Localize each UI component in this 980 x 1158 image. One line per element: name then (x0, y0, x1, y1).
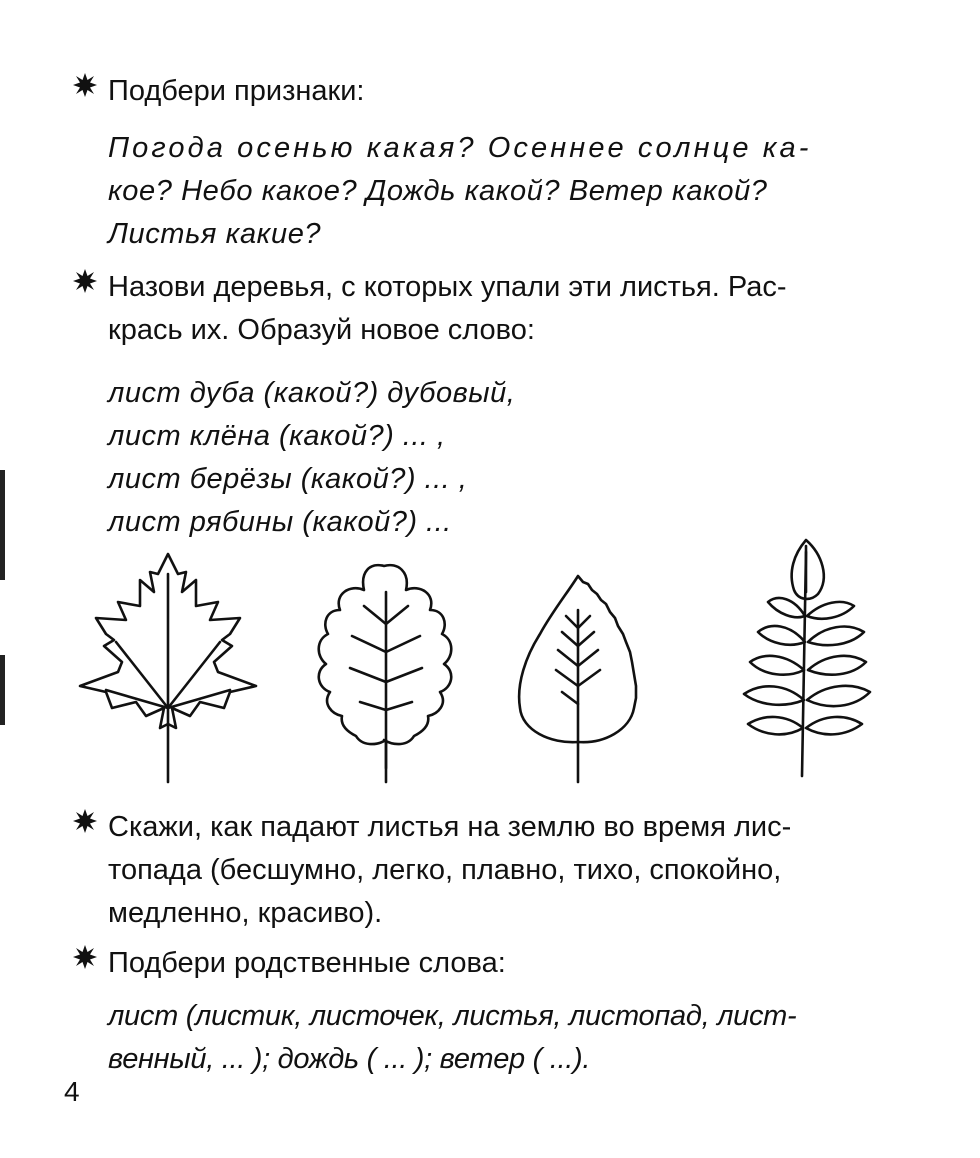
text-line: венный, ... ); дождь ( ... ); ветер ( ...). (108, 1043, 591, 1075)
task-1-heading: Подбери признаки: (108, 75, 365, 107)
text-line: Погода осенью какая? Осеннее солнце ка- (108, 132, 812, 164)
task-1-questions (108, 127, 892, 256)
oak-leaf-icon (319, 565, 452, 782)
text-line: кое? Небо какое? Дождь какой? Ветер какой? (108, 175, 768, 207)
text-line: медленно, красиво). (108, 897, 383, 929)
text-line: Листья какие? (108, 218, 322, 250)
scan-edge-mark (0, 470, 5, 580)
example-line: лист рябины (какой?) ... (108, 506, 452, 538)
star-bullet-icon (72, 72, 98, 98)
page-number: 4 (64, 1076, 80, 1107)
task-4 (72, 942, 892, 1081)
text-line: топада (бесшумно, легко, плавно, тихо, спокойно, (108, 854, 782, 886)
task-3-text (108, 806, 892, 935)
example-line: лист дуба (какой?) дубовый, (108, 377, 516, 409)
task-2-examples (108, 372, 892, 544)
task-2-heading (108, 266, 892, 352)
task-2 (72, 266, 892, 544)
leaves-illustration (70, 532, 910, 788)
example-line: лист клёна (какой?) ... , (108, 420, 446, 452)
text-line: Назови деревья, с которых упали эти листья. Рас- (108, 271, 787, 303)
scan-edge-mark (0, 655, 5, 725)
text-line: Скажи, как падают листья на землю во время лис- (108, 811, 792, 843)
star-bullet-icon (72, 944, 98, 970)
birch-leaf-icon (519, 576, 636, 782)
star-bullet-icon (72, 808, 98, 834)
task-1 (72, 70, 892, 256)
task-4-heading: Подбери родственные слова: (108, 947, 506, 979)
task-3 (72, 806, 892, 935)
text-line: лист (листик, листочек, листья, листопад, лист- (108, 1000, 797, 1032)
maple-leaf-icon (80, 554, 256, 782)
task-4-examples (108, 995, 892, 1081)
example-line: лист берёзы (какой?) ... , (108, 463, 468, 495)
star-bullet-icon (72, 268, 98, 294)
text-line: крась их. Образуй новое слово: (108, 314, 535, 346)
rowan-leaf-icon (744, 540, 870, 776)
